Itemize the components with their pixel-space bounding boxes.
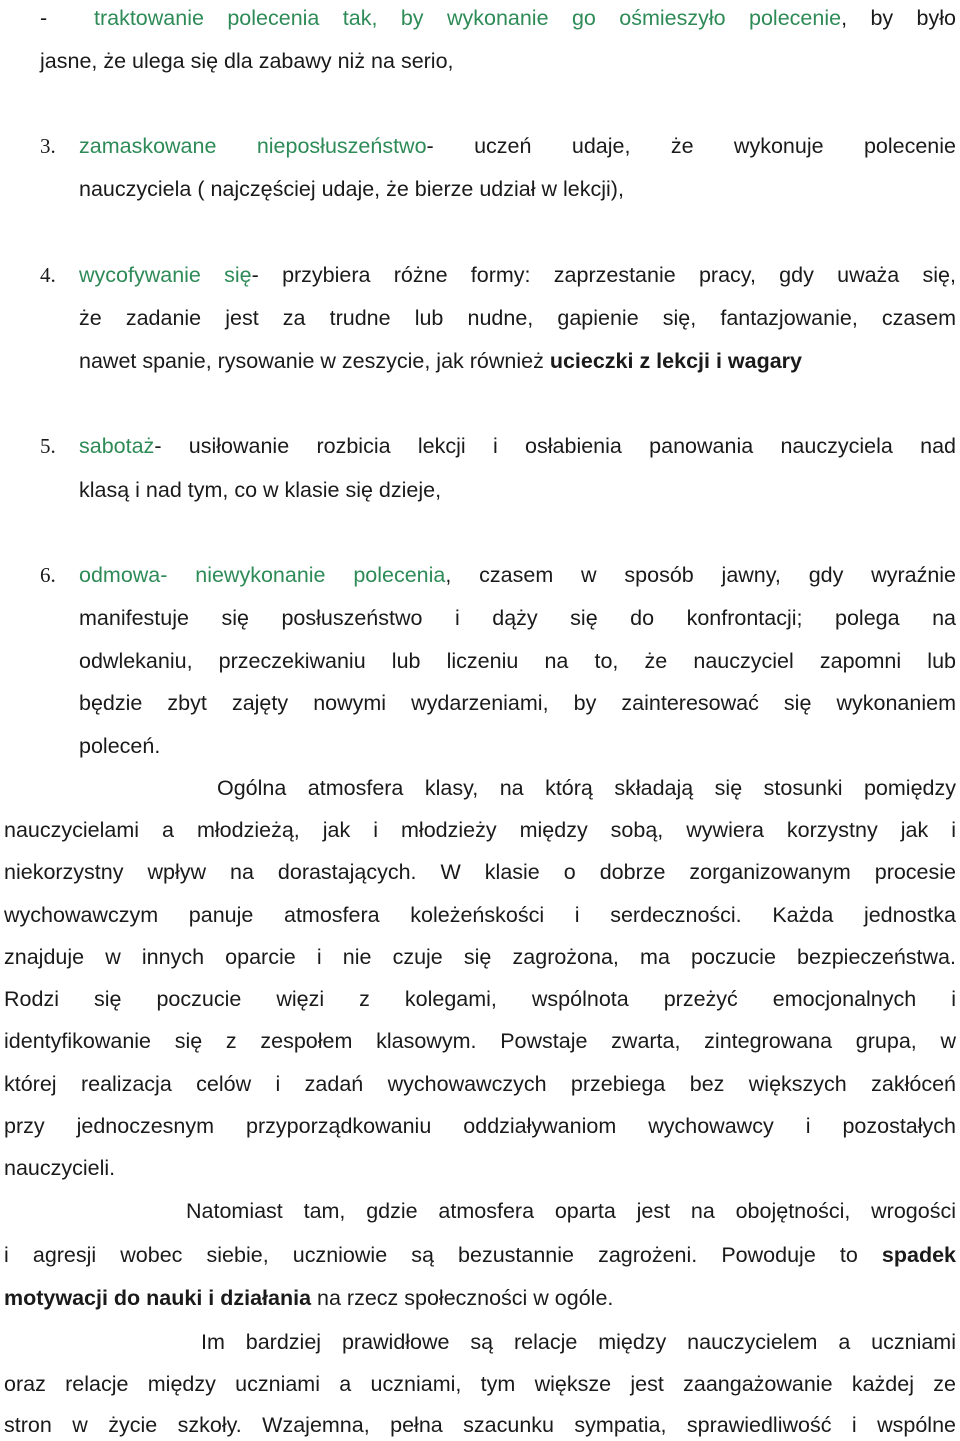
dash-item-line-2: jasne, że ulega się dla zabawy niż na serio, [40, 49, 454, 73]
paragraph-1-line-7: identyfikowanie się z zespołem klasowym. Powstaje zwarta, zintegrowana grupa, w [4, 1029, 956, 1053]
list-item-6-line-2: manifestuje się posłuszeństwo i dąży się do konfrontacji; polega na [79, 606, 956, 630]
list-item-6-rest: , czasem w sposób jawny, gdy wyraźnie [445, 563, 957, 587]
list-item-5-line-2: klasą i nad tym, co w klasie się dzieje, [79, 478, 442, 502]
paragraph-3-line-1: Im bardziej prawidłowe są relacje między nauczycielem a uczniami [201, 1330, 956, 1354]
list-item-6-line-1 [79, 562, 956, 588]
paragraph-2-emphasis-start: spadek [881, 1243, 956, 1267]
paragraph-3-line-2: oraz relacje między uczniami a uczniami, tym większe jest zaangażowanie każdej ze [4, 1372, 956, 1396]
list-item-5-term: sabotaż [79, 434, 155, 458]
list-number-5: 5. [40, 434, 56, 458]
paragraph-2-emphasis-end: motywacji do nauki i działania [4, 1286, 312, 1310]
list-item-4-line-2: że zadanie jest za trudne lub nudne, gapienie się, fantazjowanie, czasem [79, 306, 956, 330]
list-item-6-line-3: odwlekaniu, przeczekiwaniu lub liczeniu na to, że nauczyciel zapomni lub [79, 649, 956, 673]
paragraph-1-line-9: przy jednoczesnym przyporządkowaniu oddziaływaniom wychowawcy i pozostałych [4, 1114, 956, 1138]
list-item-4-line-3-text: nawet spanie, rysowanie w zeszycie, jak również [79, 349, 550, 373]
list-item-4-line-3 [79, 348, 802, 374]
paragraph-1-line-5: znajduje w innych oparcie i nie czuje się zagrożona, ma poczucie bezpieczeństwa. [4, 945, 956, 969]
list-item-5-rest: - usiłowanie rozbicia lekcji i osłabienia panowania nauczyciela nad [154, 434, 956, 458]
dash-item-rest: , by było [841, 6, 956, 30]
paragraph-1-line-6: Rodzi się poczucie więzi z kolegami, wspólnota przeżyć emocjonalnych i [4, 987, 956, 1011]
dash-item-line-1 [40, 5, 956, 31]
list-item-6-line-4: będzie zbyt zajęty nowymi wydarzeniami, by zainteresować się wykonaniem [79, 691, 956, 715]
paragraph-2-line-2-text: i agresji wobec siebie, uczniowie są bezustannie zagrożeni. Powoduje to [4, 1243, 882, 1267]
paragraph-2-line-2 [4, 1242, 956, 1268]
paragraph-2-line-1: Natomiast tam, gdzie atmosfera oparta jest na obojętności, wrogości [186, 1199, 956, 1223]
list-item-6-term: odmowa- niewykonanie polecenia [79, 563, 446, 587]
dash-bullet: - [40, 6, 48, 30]
paragraph-3-line-3: stron w życie szkoły. Wzajemna, pełna szacunku sympatia, sprawiedliwość i wspólne [4, 1413, 956, 1437]
paragraph-1-line-1: Ogólna atmosfera klasy, na którą składają się stosunki pomiędzy [217, 776, 956, 800]
paragraph-1-line-10: nauczycieli. [4, 1156, 116, 1180]
list-number-3: 3. [40, 134, 56, 158]
list-item-5-line-1 [79, 433, 956, 459]
paragraph-1-line-4: wychowawczym panuje atmosfera koleżeńskości i serdeczności. Każda jednostka [4, 903, 956, 927]
list-item-4-line-1 [79, 262, 956, 288]
paragraph-2-line-3 [4, 1285, 613, 1311]
list-number-4: 4. [40, 263, 56, 287]
paragraph-1-line-2: nauczycielami a młodzieżą, jak i młodzieży między sobą, wywiera korzystny jak i [4, 818, 956, 842]
list-item-4-rest: - przybiera różne formy: zaprzestanie pracy, gdy uważa się, [251, 263, 956, 287]
list-item-4-term: wycofywanie się [79, 263, 252, 287]
list-item-3-term: zamaskowane nieposłuszeństwo [79, 134, 427, 158]
paragraph-1-line-8: której realizacja celów i zadań wychowawczych przebiega bez większych zakłóceń [4, 1072, 956, 1096]
paragraph-1-line-3: niekorzystny wpływ na dorastających. W klasie o dobrze zorganizowanym procesie [4, 860, 956, 884]
paragraph-2-line-3-text: na rzecz społeczności w ogóle. [311, 1286, 614, 1310]
list-item-3-line-2: nauczyciela ( najczęściej udaje, że bierze udział w lekcji), [79, 177, 624, 201]
list-item-3-line-1 [79, 133, 956, 159]
list-number-6: 6. [40, 563, 56, 587]
list-item-6-line-5: poleceń. [79, 734, 161, 758]
list-item-3-rest: - uczeń udaje, że wykonuje polecenie [426, 134, 956, 158]
list-item-4-emphasis: ucieczki z lekcji i wagary [549, 349, 802, 373]
dash-item-highlight: traktowanie polecenia tak, by wykonanie go ośmieszyło polecenie [93, 6, 842, 30]
